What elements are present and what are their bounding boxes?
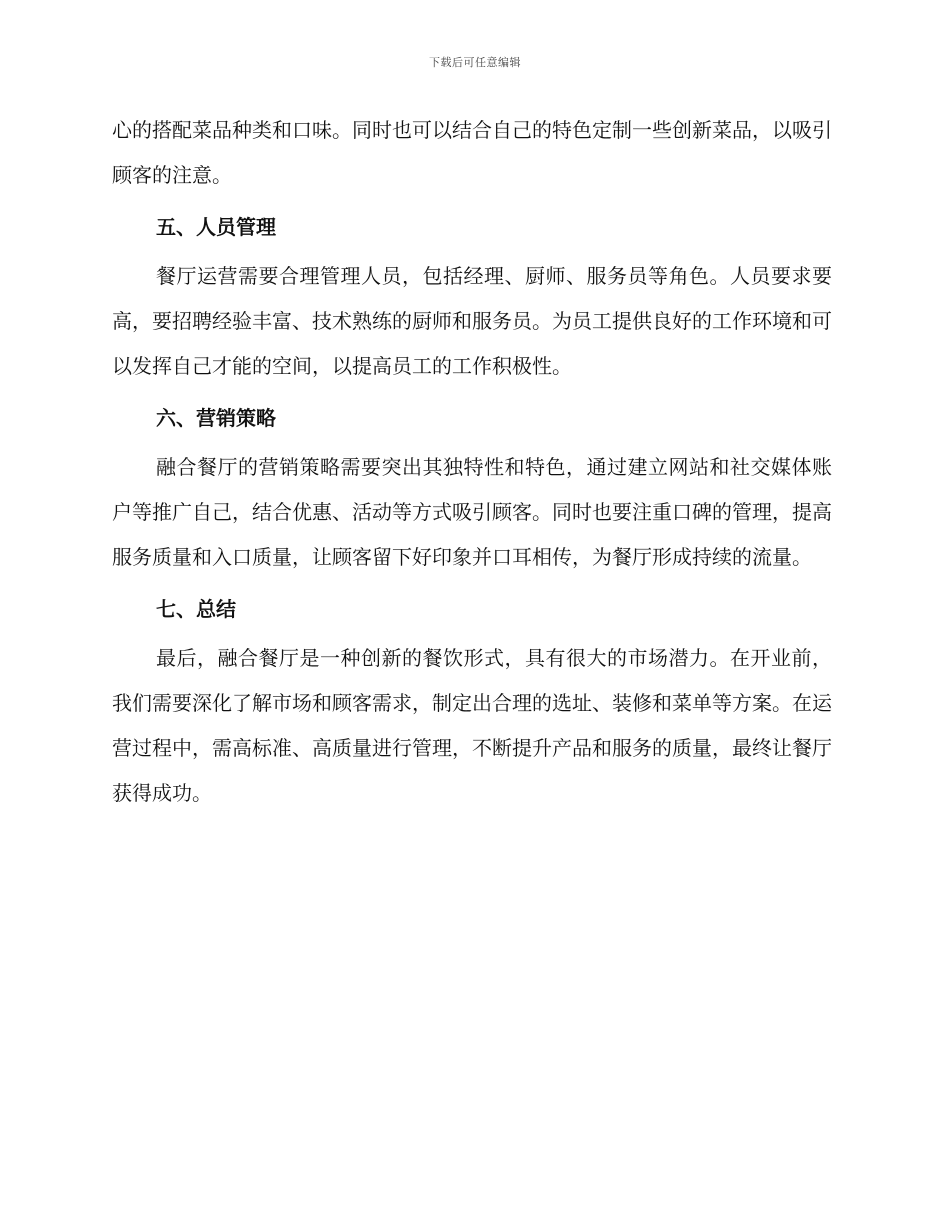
- section-heading-staff: 五、人员管理: [156, 215, 276, 239]
- summary-paragraph: 最后，融合餐厅是一种创新的餐饮形式，具有很大的市场潜力。在开业前，我们需要深化了解市场和顾客需求，制定出合理的选址、装修和菜单等方案。在运营过程中，需高标准、高质量进行管理，不断提升产品和服务的质量，最终让餐厅获得成功。: [112, 646, 832, 805]
- marketing-paragraph: 融合餐厅的营销策略需要突出其独特性和特色，通过建立网站和社交媒体账户等推广自己，结合优惠、活动等方式吸引顾客。同时也要注重口碑的管理，提高服务质量和入口质量，让顾客留下好印象并口耳相传，为餐厅形成持续的流量。: [112, 455, 832, 569]
- intro-paragraph: 心的搭配菜品种类和口味。同时也可以结合自己的特色定制一些创新菜品，以吸引顾客的注意。: [112, 118, 832, 187]
- page-header: 下载后可任意编辑: [429, 56, 521, 69]
- section-heading-summary: 七、总结: [156, 597, 236, 621]
- section-heading-marketing: 六、营销策略: [156, 406, 276, 430]
- document-body: [112, 108, 832, 816]
- staff-paragraph: 餐厅运营需要合理管理人员，包括经理、厨师、服务员等角色。人员要求要高，要招聘经验丰富、技术熟练的厨师和服务员。为员工提供良好的工作环境和可以发挥自己才能的空间，以提高员工的工作积极性。: [112, 264, 832, 378]
